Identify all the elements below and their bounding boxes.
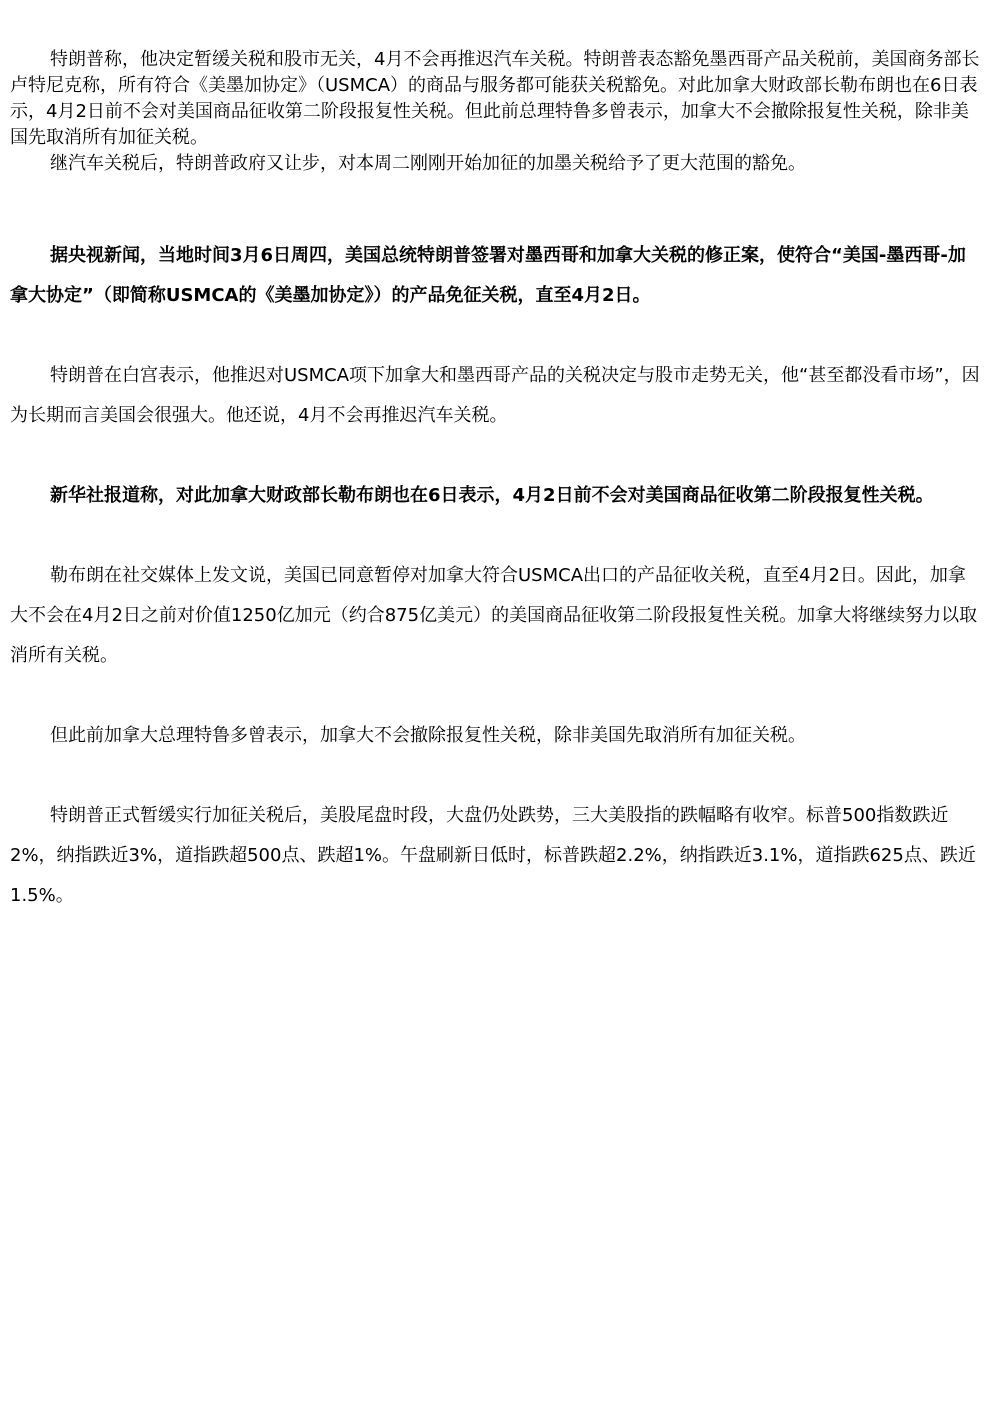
intro-section xyxy=(10,47,982,177)
article-body xyxy=(10,236,982,916)
article-paragraph-4: 勒布朗在社交媒体上发文说，美国已同意暂停对加拿大符合USMCA出口的产品征收关税，直至4月2日。因此，加拿大不会在4月2日之前对价值1250亿加元（约合875亿美元）的美国商品征收第二阶段报复性关税。加拿大将继续努力以取消所有关税。 xyxy=(10,565,978,666)
intro-paragraph-1: 特朗普称，他决定暂缓关税和股市无关，4月不会再推迟汽车关税。特朗普表态豁免墨西哥产品关税前，美国商务部长卢特尼克称，所有符合《美墨加协定》（USMCA）的商品与服务都可能获关税豁免。对此加拿大财政部长勒布朗也在6日表示，4月2日前不会对美国商品征收第二阶段报复性关税。但此前总理特鲁多曾表示，加拿大不会撤除报复性关税，除非美国先取消所有加征关税。 xyxy=(10,49,980,148)
article-paragraph-1: 据央视新闻，当地时间3月6日周四，美国总统特朗普签署对墨西哥和加拿大关税的修正案，使符合“美国-墨西哥-加拿大协定”（即简称USMCA的《美墨加协定》）的产品免征关税，直至4月2日。 xyxy=(10,245,966,306)
intro-paragraph-2: 继汽车关税后，特朗普政府又让步，对本周二刚刚开始加征的加墨关税给予了更大范围的豁免。 xyxy=(50,153,806,174)
article-paragraph-3: 新华社报道称，对此加拿大财政部长勒布朗也在6日表示，4月2日前不会对美国商品征收第二阶段报复性关税。 xyxy=(50,485,934,506)
article-paragraph-5: 但此前加拿大总理特鲁多曾表示，加拿大不会撤除报复性关税，除非美国先取消所有加征关税。 xyxy=(50,725,806,746)
article-paragraph-6: 特朗普正式暂缓实行加征关税后，美股尾盘时段，大盘仍处跌势，三大美股指的跌幅略有收窄。标普500指数跌近2%，纳指跌近3%，道指跌超500点、跌超1%。午盘刷新日低时，标普跌超2.2%，纳指跌近3.1%，道指跌625点、跌近1.5%。 xyxy=(10,805,976,906)
article-paragraph-2: 特朗普在白宫表示，他推迟对USMCA项下加拿大和墨西哥产品的关税决定与股市走势无关，他“甚至都没看市场”，因为长期而言美国会很强大。他还说，4月不会再推迟汽车关税。 xyxy=(10,365,980,426)
